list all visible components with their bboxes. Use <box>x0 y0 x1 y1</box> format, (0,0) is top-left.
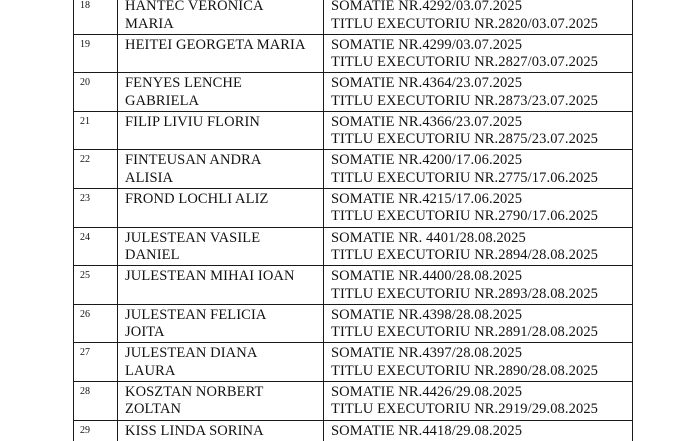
row-number: 23 <box>74 188 118 227</box>
name-line: JULESTEAN MIHAI IOAN <box>125 268 295 285</box>
acts-cell <box>324 188 633 227</box>
titlu-text: TITLU EXECUTORIU NR.2919/29.08.2025 <box>331 401 599 418</box>
name-line: JOITA <box>125 324 165 341</box>
name-line: JULESTEAN VASILE <box>125 229 261 246</box>
titlu-text: TITLU EXECUTORIU NR.2875/23.07.2025 <box>331 131 599 148</box>
row-number: 28 <box>74 381 118 420</box>
name-line: ZOLTAN <box>125 401 182 418</box>
debtor-name <box>118 0 324 34</box>
table-row <box>74 34 633 73</box>
row-number: 19 <box>74 34 118 73</box>
table-row <box>74 150 633 189</box>
row-number: 25 <box>74 266 118 305</box>
table-row <box>74 343 633 382</box>
name-line: HANTEC VERONICA <box>125 0 264 14</box>
row-number: 18 <box>74 0 118 34</box>
row-number: 21 <box>74 111 118 150</box>
acts-cell <box>324 0 633 34</box>
debtor-name <box>118 111 324 150</box>
name-line: DANIEL <box>125 247 180 264</box>
titlu-text: TITLU EXECUTORIU NR.2873/23.07.2025 <box>331 92 599 109</box>
acts-cell <box>324 34 633 73</box>
name-line: HEITEI GEORGETA MARIA <box>125 36 306 53</box>
table-row <box>74 420 633 441</box>
somatie-text: SOMATIE NR.4426/29.08.2025 <box>331 383 523 400</box>
name-line: KOSZTAN NORBERT <box>125 383 264 400</box>
titlu-text: TITLU EXECUTORIU NR.2775/17.06.2025 <box>331 169 599 186</box>
acts-cell <box>324 227 633 266</box>
row-number: 22 <box>74 150 118 189</box>
row-number: 24 <box>74 227 118 266</box>
debtor-name <box>118 266 324 305</box>
titlu-text: TITLU EXECUTORIU NR.2890/28.08.2025 <box>331 362 599 379</box>
acts-cell <box>324 381 633 420</box>
acts-cell <box>324 150 633 189</box>
table-row <box>74 73 633 112</box>
name-line: KISS LINDA SORINA <box>125 422 264 439</box>
debtors-table <box>73 0 633 441</box>
acts-cell <box>324 304 633 343</box>
debtor-name <box>118 420 324 441</box>
acts-cell <box>324 420 633 441</box>
name-line: JULESTEAN FELICIA <box>125 306 267 323</box>
name-line: GABRIELA <box>125 92 200 109</box>
somatie-text: SOMATIE NR.4397/28.08.2025 <box>331 345 523 362</box>
titlu-text: TITLU EXECUTORIU NR.2820/03.07.2025 <box>331 15 599 32</box>
somatie-text: SOMATIE NR.4364/23.07.2025 <box>331 75 523 92</box>
debtor-name <box>118 150 324 189</box>
row-number: 29 <box>74 420 118 441</box>
name-line: ALISIA <box>125 169 174 186</box>
debtor-name <box>118 381 324 420</box>
titlu-text: TITLU EXECUTORIU NR.2894/28.08.2025 <box>331 247 599 264</box>
somatie-text: SOMATIE NR. 4401/28.08.2025 <box>331 229 526 246</box>
somatie-text: SOMATIE NR.4292/03.07.2025 <box>331 0 523 14</box>
table-row <box>74 111 633 150</box>
somatie-text: SOMATIE NR.4366/23.07.2025 <box>331 113 523 130</box>
name-line: FENYES LENCHE <box>125 75 242 92</box>
acts-cell <box>324 343 633 382</box>
table-row <box>74 266 633 305</box>
debtor-name <box>118 73 324 112</box>
table-row <box>74 0 633 34</box>
name-line: FILIP LIVIU FLORIN <box>125 113 260 130</box>
titlu-text: TITLU EXECUTORIU NR.2893/28.08.2025 <box>331 285 599 302</box>
name-line: JULESTEAN DIANA <box>125 345 258 362</box>
name-line: MARIA <box>125 15 174 32</box>
name-line: FROND LOCHLI ALIZ <box>125 190 269 207</box>
debtor-name <box>118 304 324 343</box>
debtor-name <box>118 34 324 73</box>
somatie-text: SOMATIE NR.4200/17.06.2025 <box>331 152 523 169</box>
table-row <box>74 304 633 343</box>
acts-cell <box>324 73 633 112</box>
row-number: 27 <box>74 343 118 382</box>
name-line: FINTEUSAN ANDRA <box>125 152 262 169</box>
somatie-text: SOMATIE NR.4215/17.06.2025 <box>331 190 523 207</box>
titlu-text: TITLU EXECUTORIU NR.2790/17.06.2025 <box>331 208 599 225</box>
table-row <box>74 227 633 266</box>
somatie-text: SOMATIE NR.4299/03.07.2025 <box>331 36 523 53</box>
table-row <box>74 188 633 227</box>
acts-cell <box>324 266 633 305</box>
titlu-text: TITLU EXECUTORIU NR.2827/03.07.2025 <box>331 54 599 71</box>
name-line: LAURA <box>125 362 176 379</box>
somatie-text: SOMATIE NR.4398/28.08.2025 <box>331 306 523 323</box>
acts-cell <box>324 111 633 150</box>
table-row <box>74 381 633 420</box>
debtor-name <box>118 343 324 382</box>
debtor-name <box>118 227 324 266</box>
debtor-name <box>118 188 324 227</box>
somatie-text: SOMATIE NR.4400/28.08.2025 <box>331 268 523 285</box>
row-number: 26 <box>74 304 118 343</box>
row-number: 20 <box>74 73 118 112</box>
somatie-text: SOMATIE NR.4418/29.08.2025 <box>331 422 523 439</box>
titlu-text: TITLU EXECUTORIU NR.2891/28.08.2025 <box>331 324 599 341</box>
